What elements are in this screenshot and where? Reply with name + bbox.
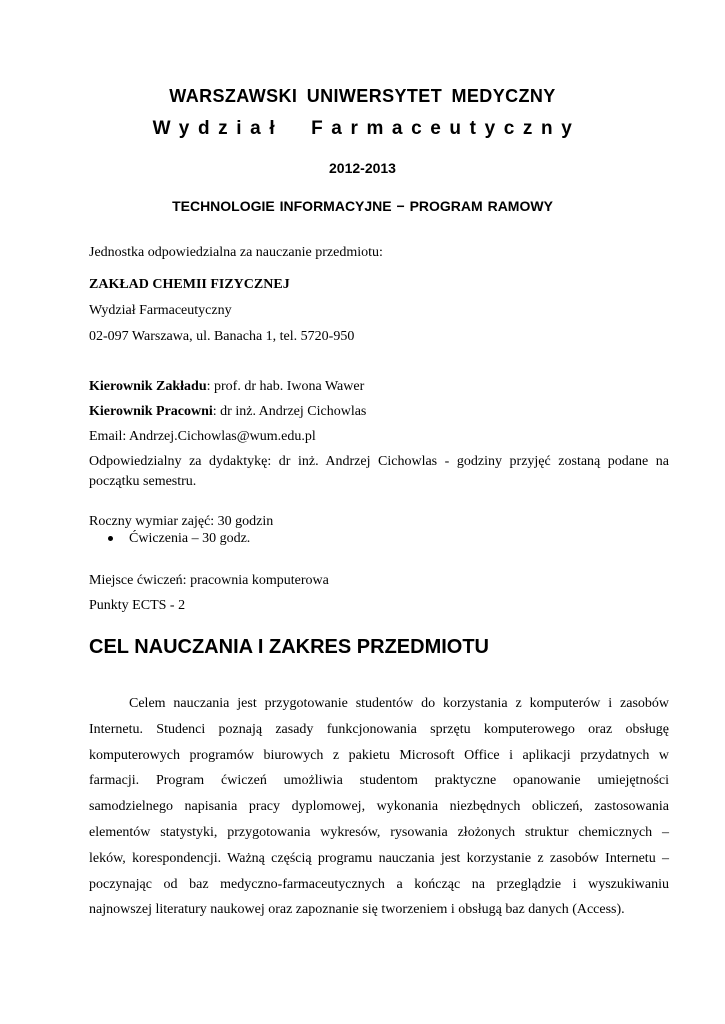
paragraph-line: samodzielnego napisania pracy dyplomowej, wykonania niezbędnych obliczeń, zastosowania — [89, 799, 669, 815]
didactics-note: Odpowiedzialny za dydaktykę: dr inż. Andrzej Cichowlas - godziny przyjęć zostaną podane na początku semestru. — [89, 454, 669, 489]
annual-hours: Roczny wymiar zajęć: 30 godzin — [89, 514, 274, 529]
unit-name: ZAKŁAD CHEMII FIZYCZNEJ — [89, 277, 290, 292]
head-label: Kierownik Zakładu — [89, 379, 207, 394]
lab-label: Kierownik Pracowni — [89, 404, 213, 419]
unit-faculty: Wydział Farmaceutyczny — [89, 303, 232, 318]
paragraph-line: elementów statystyki, przygotowania wykresów, rysowania złożonych struktur chemicznych – — [89, 824, 669, 840]
paragraph-line: komputerowych programów biurowych z pakietu Microsoft Office i aplikacji przydatnych w — [89, 747, 669, 763]
head-of-lab — [89, 403, 366, 421]
paragraph-line: Celem nauczania jest przygotowanie studentów do korzystania z komputerów i zasobów — [129, 696, 669, 711]
paragraph-line: farmacji. Program ćwiczeń umożliwia studentom praktyczne opanowanie umiejętności — [89, 773, 669, 789]
university-title: WARSZAWSKI UNIWERSYTET MEDYCZNY — [169, 86, 556, 106]
head-value: : prof. dr hab. Iwona Wawer — [206, 379, 365, 394]
exercise-place: Miejsce ćwiczeń: pracownia komputerowa — [89, 573, 329, 588]
program-title: TECHNOLOGIE INFORMACYJNE − PROGRAM RAMOWY — [172, 198, 553, 214]
paragraph-line: Internetu. Studenci poznają zasady funkcjonowania sprzętu komputerowego oraz obsługę — [89, 721, 669, 737]
academic-year: 2012-2013 — [329, 160, 396, 176]
faculty-title: Wydział Farmaceutyczny — [152, 118, 581, 139]
unit-address: 02-097 Warszawa, ul. Banacha 1, tel. 5720-950 — [89, 329, 355, 344]
ects-points: Punkty ECTS - 2 — [89, 598, 186, 613]
paragraph-line: najnowszej literatury naukowej oraz zapoznanie się tworzeniem i obsługą baz danych (Access). — [89, 902, 625, 918]
section-paragraph — [89, 691, 669, 923]
paragraph-line: leków, korespondencji. Ważną częścią programu nauczania jest korzystanie z zasobów Internetu – — [89, 850, 669, 866]
unit-intro: Jednostka odpowiedzialna za nauczanie przedmiotu: — [89, 245, 383, 260]
bullet-icon — [108, 536, 113, 541]
section-heading: CEL NAUCZANIA I ZAKRES PRZEDMIOTU — [89, 636, 489, 658]
paragraph-line: poczynając od baz medyczno-farmaceutycznych a kończąc na przeglądzie i wyszukiwaniu — [89, 876, 669, 892]
exercises-hours: Ćwiczenia – 30 godz. — [129, 531, 251, 546]
lab-value: : dr inż. Andrzej Cichowlas — [212, 404, 367, 419]
contact-email: Email: Andrzej.Cichowlas@wum.edu.pl — [89, 429, 316, 444]
head-of-department — [89, 378, 364, 396]
